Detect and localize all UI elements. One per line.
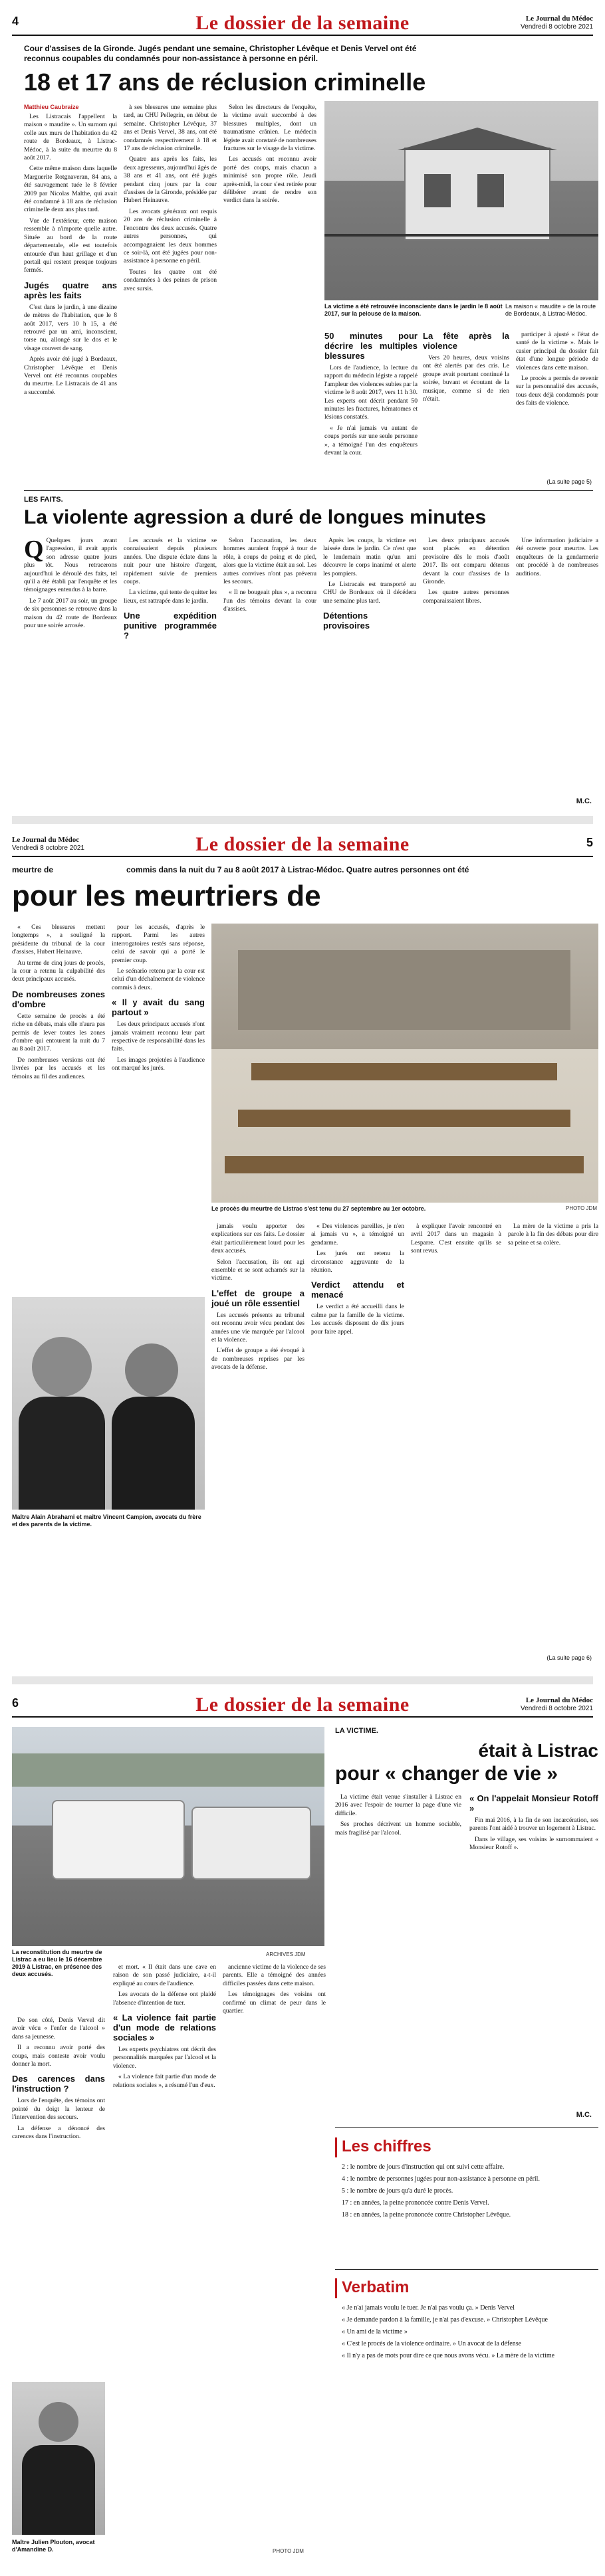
page-header <box>12 1694 593 1718</box>
paragraph: ancienne victime de la violence de ses parents. Elle a témoigné des années difficiles passées dans cette maison. <box>223 1963 326 1987</box>
continued-note: (La suite page 5) <box>546 478 592 485</box>
box-accent <box>335 2137 337 2157</box>
page-gap <box>12 1676 593 1684</box>
quote-item: « Un ami de la victime » <box>342 2328 408 2335</box>
divider <box>24 490 593 491</box>
paragraph: Le verdict a été accueilli dans le calme par la famille de la victime. Les accusés disposent de dix jours pour faire appel. <box>311 1303 404 1336</box>
paragraph: Quatre ans après les faits, les deux agresseurs, aujourd'hui âgés de 38 ans et 41 ans, ont été jugés pendant cinq jours par la cour d'assises de la Gironde, présidée par Hubert Heinauve. <box>124 155 217 205</box>
paragraph: Les deux principaux accusés n'ont jamais vraiment reconnu leur part respective de responsabilité dans les faits. <box>112 1021 205 1053</box>
headline-2: La violente agression a duré de longues minutes <box>24 506 487 528</box>
paragraph: Les accusés présents au tribunal ont reconnu avoir vécu pendant des années une vie marquée par l'alcool et la violence. <box>211 1311 304 1344</box>
article-column-3 <box>223 1963 326 2535</box>
quote-item: « Je demande pardon à la famille, je n'ai pas d'excuse. » Christopher Lévêque <box>342 2316 548 2324</box>
paragraph: à expliquer l'avoir rencontré en avril 2017 dans un magasin à Lesparre. C'est ensuite qu'ils se sont revus. <box>411 1223 501 1255</box>
paragraph: « Des violences pareilles, je n'en ai jamais vu », a témoigné un gendarme. <box>311 1223 404 1246</box>
paragraph: et mort. « Il était dans une cave en raison de son passé judiciaire, a-t-il expliqué au cours de l'audience. <box>113 1963 216 1987</box>
lawyer-robe <box>19 1397 105 1510</box>
story2-column-6 <box>516 537 598 789</box>
article-column-2 <box>113 1963 216 2535</box>
van-shape <box>52 1800 185 1880</box>
van-shape <box>191 1807 311 1880</box>
headline-line-2: pour « changer de vie » <box>335 1763 558 1785</box>
subheading: « Il y avait du sang partout » <box>112 997 205 1018</box>
subheading: 50 minutes pour décrire les multiples blessures <box>324 331 418 361</box>
paragraph: Toutes les quatre ont été condamnées à des peines de prison avec sursis. <box>124 268 217 292</box>
subhead: commis dans la nuit du 7 au 8 août 2017 à Listrac-Médoc. Quatre autres personnes ont été <box>126 865 469 874</box>
house-photo <box>324 101 598 300</box>
figure-item: 5 : le nombre de jours qu'a duré le procès. <box>342 2187 453 2195</box>
paragraph: Les experts psychiatres ont décrit des personnalités marquées par l'alcool et la violence. <box>113 2046 216 2070</box>
page-gap <box>12 816 593 824</box>
trees-shape <box>12 1753 324 1787</box>
subheading: L'effet de groupe a joué un rôle essentiel <box>211 1288 304 1308</box>
paragraph <box>24 537 117 595</box>
subheading: Des carences dans l'instruction ? <box>12 2074 105 2094</box>
paragraph: Dans le village, ses voisins le surnommaient « Monsieur Rotoff ». <box>469 1835 598 1852</box>
newspaper-page-4 <box>0 0 605 824</box>
kicker: meurtre de <box>12 865 54 874</box>
paragraph: Le Listracais est transporté au CHU de Bordeaux où il décédera une semaine plus tard. <box>323 581 416 605</box>
signature: M.C. <box>576 2111 592 2119</box>
photo-credit: PHOTO JDM <box>566 1205 597 1211</box>
issue-date: Vendredi 8 octobre 2021 <box>521 23 593 31</box>
paper-name: Le Journal du Médoc <box>12 836 80 844</box>
paragraph: Cette semaine de procès a été riche en débats, mais elle n'aura pas permis de lever toutes les zones d'ombre qui entourent la nuit du 7 au 8 août 2017. <box>12 1012 105 1053</box>
page-header <box>12 12 593 36</box>
paragraph: Vers 20 heures, deux voisins ont été alertés par des cris. Le groupe avait pourtant continué la soirée, buvant et écoutant de la musique, comme si de rien n'était. <box>423 354 509 403</box>
paragraph: Les Listracais l'appellent la maison « maudite ». Un surnom qui colle aux murs de l'habitation du 42 route de Bordeaux, à Listrac-Médoc, à la suite du meurtre du 8 août 2017. <box>24 113 117 162</box>
headline: pour les meurtriers de <box>12 880 321 912</box>
paragraph: De nombreuses versions ont été livrées par les accusés et les témoins au fil des audiences. <box>12 1056 105 1080</box>
box-accent <box>335 2278 337 2298</box>
reconstitution-photo <box>12 1727 324 1946</box>
section-rubric: Le dossier de la semaine <box>195 12 410 34</box>
paragraph: « Il ne bougeait plus », a reconnu l'un des témoins devant la cour d'assises. <box>223 589 316 613</box>
photo-caption: Maître Alain Abrahami et maître Vincent Campion, avocats du frère et des parents de la victime. <box>12 1514 201 1528</box>
person-head <box>125 1343 178 1397</box>
paragraph: jamais voulu apporter des explications sur ces faits. Le dossier était particulièrement lourd pour les deux accusés. <box>211 1223 304 1255</box>
article-column-4 <box>311 1223 404 1621</box>
article-column-5 <box>423 331 509 464</box>
quote-item: « C'est le procès de la violence ordinaire. » Un avocat de la défense <box>342 2340 522 2347</box>
issue-date: Vendredi 8 octobre 2021 <box>521 1705 593 1712</box>
article-column-1 <box>12 924 105 1296</box>
paragraph: La victime, qui tente de quitter les lieux, est rattrapée dans le jardin. <box>124 589 217 605</box>
paragraph: La défense a dénoncé des carences dans l'instruction. <box>12 2124 105 2141</box>
paragraph: Selon les directeurs de l'enquête, la victime avait succombé à des blessures multiples, dont un traumatisme crânien. Le médecin légiste avait constaté de nombreuses fractures sur le visage de la victime. <box>223 104 316 153</box>
fence-shape <box>324 234 598 237</box>
headline: 18 et 17 ans de réclusion criminelle <box>24 68 426 96</box>
subheading: La fête après la violence <box>423 331 509 351</box>
paragraph: Les avocats généraux ont requis 20 ans de réclusion criminelle à l'encontre des deux accusés. Quatre autres personnes, qui accompagnaient les deux hommes ce soir-là, ont été jugées pour non-assistance à personne en péril. <box>124 207 217 265</box>
section-label: LES FAITS. <box>24 496 63 504</box>
paragraph: « La violence fait partie d'un mode de relations sociales », a résumé l'un d'eux. <box>113 2073 216 2089</box>
paragraph: Selon l'accusation, les deux hommes auraient frappé à tour de rôle, à coups de poing et de pied, alors que la victime était au sol. Les autres convives n'ont pas prévenu les secours. <box>223 537 316 586</box>
photo-credit: ARCHIVES JDM <box>266 1951 306 1957</box>
subheading: De nombreuses zones d'ombre <box>12 989 105 1009</box>
window-shape <box>424 174 451 207</box>
quotes-list <box>342 2304 598 2363</box>
paragraph: Selon l'accusation, ils ont agi ensemble et se sont acharnés sur la victime. <box>211 1258 304 1282</box>
lawyer-portrait <box>12 2382 105 2535</box>
signature: M.C. <box>576 797 592 805</box>
section-rubric: Le dossier de la semaine <box>195 1694 410 1716</box>
story2-column-5 <box>423 537 509 789</box>
paragraph: Les images projetées à l'audience ont marqué les jurés. <box>112 1056 205 1072</box>
article-column-1 <box>12 2017 105 2269</box>
story2-column-4 <box>323 537 416 789</box>
paragraph: Les quatre autres personnes comparaissaient libres. <box>423 589 509 605</box>
paper-name: Le Journal du Médoc <box>525 15 593 23</box>
subheading: « On l'appelait Monsieur Rotoff » <box>469 1793 598 1813</box>
article-column-5 <box>411 1223 598 1621</box>
subheading: Jugés quatre ans après les faits <box>24 280 117 300</box>
article-column-3 <box>223 104 316 436</box>
divider <box>335 2269 598 2270</box>
box-title: Verbatim <box>342 2278 410 2296</box>
subheading: Verdict attendu et menacé <box>311 1280 404 1300</box>
courtroom-bench <box>238 1110 570 1127</box>
paragraph: à ses blessures une semaine plus tard, au CHU Pellegrin, en début de semaine. Christopher Lévêque, 37 ans et Denis Vervel, 38 ans, ont été condamnés respectivement à 18 et 17 ans de réclusion criminelle. <box>124 104 217 153</box>
lawyer-robe <box>22 2445 95 2535</box>
issue-meta <box>521 15 593 31</box>
paragraph: Après avoir été jugé à Bordeaux, Christopher Lévêque et Denis Vervel ont été reconnus coupables du meurtre. Le Listracais de 41 ans a succombé. <box>24 355 117 396</box>
person-head <box>39 2402 78 2442</box>
article-column-6 <box>516 331 598 464</box>
subheading: Détentions provisoires <box>323 611 370 631</box>
paragraph-text: Quelques jours avant l'agression, il avait appris son adresse quatre jours plus tôt. Nous retracerons aujourd'hui le déroulé des faits, tel qu'il a été établi par l'enquête et les témoignages entendus à la barre. <box>24 537 117 594</box>
page-number: 5 <box>586 836 593 849</box>
paragraph: La victime était venue s'installer à Listrac en 2016 avec l'espoir de tourner la page d'une vie difficile. <box>335 1793 461 1817</box>
courtroom-bench <box>251 1063 557 1080</box>
lawyers-photo <box>12 1297 205 1510</box>
paragraph: Lors de l'enquête, des témoins ont pointé du doigt la lenteur de l'intervention des secours. <box>12 2097 105 2122</box>
paragraph: Une information judiciaire a été ouverte pour meurtre. Les enquêteurs de la gendarmerie ont procédé à de nombreuses auditions. <box>516 537 598 577</box>
lawyer-robe <box>112 1397 195 1510</box>
paragraph: Les accusés et la victime se connaissaient depuis plusieurs années. Une dispute éclate dans la nuit pour une histoire d'argent, rapidement suivie de premiers coups. <box>124 537 217 586</box>
quote-item: « Il n'y a pas de mots pour dire ce que nous avons vécu. » La mère de la victime <box>342 2352 555 2359</box>
figures-list <box>342 2163 598 2223</box>
article-chapo: Cour d'assises de la Gironde. Jugés pendant une semaine, Christopher Lévêque et Denis Vervel ont été reconnus coupables du condamnés pour non-assistance à personne en péril. <box>24 44 417 63</box>
paragraph: Les deux principaux accusés sont placés en détention provisoire dès le mois d'août 2017. Ils ont comparu détenus devant la cour d'assises de la Gironde. <box>423 537 509 586</box>
paragraph: Les témoignages des voisins ont confirmé un climat de peur dans le quartier. <box>223 1991 326 2015</box>
paragraph: Le procès a permis de revenir sur la personnalité des accusés, tous deux déjà condamnés pour des faits de violence. <box>516 375 598 407</box>
article-column-4 <box>324 331 418 464</box>
newspaper-page-5 <box>0 824 605 1684</box>
paragraph: Il a reconnu avoir porté des coups, mais conteste avoir voulu donner la mort. <box>12 2044 105 2068</box>
paragraph: L'effet de groupe a été évoqué à de nombreuses reprises par les avocats de la défense. <box>211 1347 304 1371</box>
paragraph: pour les accusés, d'après le rapport. Parmi les autres interrogatoires restés sans réponse, celui de savoir qui a porté le premier coup. <box>112 924 205 964</box>
figure-item: 17 : en années, la peine prononcée contre Denis Vervel. <box>342 2199 489 2207</box>
article-column-2 <box>124 104 217 436</box>
paragraph: Vue de l'extérieur, cette maison ressemble à n'importe quelle autre. Située au bord de la route départementale, elle est toutefois entourée d'un haut grillage et d'un portail qui restent presque toujours fermés. <box>24 217 117 274</box>
person-head <box>32 1337 92 1397</box>
paragraph: C'est dans le jardin, à une dizaine de mètres de l'habitation, que le 8 août 2017, vers 10 h 15, a été retrouvé par un ami, inconscient, torse nu, allongé sur le dos et le visage couvert de sang. <box>24 303 117 352</box>
paragraph: Ses proches décrivent un homme sociable, mais fragilisé par l'alcool. <box>335 1821 461 1836</box>
paragraph: Les accusés ont reconnu avoir porté des coups, mais chacun a minimisé son propre rôle. Jeudi après-midi, la cour s'est retirée pour délibérer avant de rendre son verdict dans la soirée. <box>223 155 316 205</box>
divider <box>335 2127 598 2128</box>
figure-item: 4 : le nombre de personnes jugées pour non-assistance à personne en péril. <box>342 2175 540 2183</box>
victim-column-2 <box>469 1793 598 2059</box>
story2-column-3 <box>223 537 316 789</box>
paragraph: « Ces blessures mettent longtemps », a souligné la présidente du tribunal de la cour d'assises, Hubert Heinauve. <box>12 924 105 956</box>
paragraph: Les jurés ont retenu la circonstance aggravante de la réunion. <box>311 1250 404 1274</box>
paragraph: participer à ajusté « l'état de santé de la victime ». Mais le casier principal du dossier fait état d'une longue période de violences dans cette maison. <box>516 331 598 371</box>
photo-caption: Le procès du meurtre de Listrac s'est tenu du 27 septembre au 1er octobre. <box>211 1205 426 1212</box>
headline-line-1: était à Listrac <box>478 1740 598 1761</box>
paragraph: Le 7 août 2017 au soir, un groupe de six personnes se retrouve dans la maison du 42 route de Bordeaux pour une soirée arrosée. <box>24 597 117 630</box>
paragraph: Au terme de cinq jours de procès, la cour a retenu la culpabilité des deux principaux accusés. <box>12 959 105 983</box>
photo-credit: PHOTO JDM <box>273 2548 304 2554</box>
roof-shape <box>398 128 557 150</box>
paper-name: Le Journal du Médoc <box>525 1696 593 1704</box>
continued-note: (La suite page 6) <box>546 1654 592 1661</box>
quote-item: « Je n'ai jamais voulu le tuer. Je n'ai pas voulu ça. » Denis Vervel <box>342 2304 515 2312</box>
section-rubric: Le dossier de la semaine <box>195 833 410 855</box>
paragraph: Cette même maison dans laquelle Marguerite Rotgnaveran, 84 ans, a été sauvagement tuée le 8 février 2009 par Nicolas Malthe, qui avait été condamné à 18 ans de réclusion criminelle deux ans plus tard. <box>24 165 117 214</box>
courtroom-photo <box>211 924 598 1203</box>
story2-column-1 <box>24 537 117 789</box>
paragraph: Après les coups, la victime est laissée dans le jardin. Ce n'est que le lendemain matin qu'un ami découvre le corps inanimé et alerte les pompiers. <box>323 537 416 577</box>
paragraph: « Je n'ai jamais vu autant de coups portés sur une seule personne », a témoigné l'un des enquêteurs devant la cour. <box>324 424 418 457</box>
subheading: « La violence fait partie d'un mode de relations sociales » <box>113 2013 216 2043</box>
paragraph: Le scénario retenu par la cour est celui d'un déchaînement de violence commis à deux. <box>112 967 205 991</box>
paragraph: De son côté, Denis Vervel dit avoir vécu « l'enfer de l'alcool » dans sa jeunesse. <box>12 2017 105 2040</box>
photo-caption: La reconstitution du meurtre de Listrac a eu lieu le 16 décembre 2019 à Listrac, en présence des deux accusés. <box>12 1949 102 1977</box>
newspaper-page-6 <box>0 1684 605 2576</box>
photo-caption: La maison « maudite » de la route de Bordeaux, à Listrac-Médoc. <box>505 303 596 317</box>
article-column-2 <box>112 924 205 1296</box>
courtroom-wall <box>238 950 570 1030</box>
subheading: Une expédition punitive programmée ? <box>124 611 217 641</box>
page-header <box>12 833 593 857</box>
figure-item: 18 : en années, la peine prononcée contre Christopher Lévêque. <box>342 2211 511 2219</box>
paragraph: Lors de l'audience, la lecture du rapport du médecin légiste a rappelé l'ampleur des violences subies par la victime le 8 août 2017, vers 11 h 30. Les experts ont décrit pendant 50 minutes les fractures, hématomes et lésions constatés. <box>324 364 418 421</box>
victim-column-1 <box>335 1793 461 2059</box>
paragraph: Fin mai 2016, à la fin de son incarcération, ses parents l'ont aidé à trouver un logement à Listrac. <box>469 1817 598 1833</box>
story2-column-2 <box>124 537 217 789</box>
issue-date: Vendredi 8 octobre 2021 <box>12 844 84 852</box>
article-column-1 <box>24 104 117 436</box>
byline: Matthieu Caubraize <box>24 104 79 110</box>
photo-caption: Maître Julien Plouton, avocat d'Amandine D. <box>12 2539 95 2553</box>
paragraph: La mère de la victime a pris la parole à la fin des débats pour dire sa peine et sa colère. <box>508 1223 598 1246</box>
article-column-3 <box>211 1223 304 1621</box>
paragraph: Les avocats de la défense ont plaidé l'absence d'intention de tuer. <box>113 1991 216 2007</box>
page-number: 6 <box>12 1696 19 1710</box>
window-shape <box>477 174 504 207</box>
section-label: LA VICTIME. <box>335 1727 378 1735</box>
page-number: 4 <box>12 15 19 28</box>
issue-meta <box>521 1696 593 1713</box>
box-title: Les chiffres <box>342 2137 431 2155</box>
courtroom-bench <box>225 1156 584 1173</box>
figure-item: 2 : le nombre de jours d'instruction qui ont suivi cette affaire. <box>342 2163 505 2171</box>
drop-cap: Q <box>24 536 44 563</box>
photo-caption: La victime a été retrouvée inconsciente dans le jardin le 8 août 2017, sur la pelouse de la maison. <box>324 303 503 317</box>
